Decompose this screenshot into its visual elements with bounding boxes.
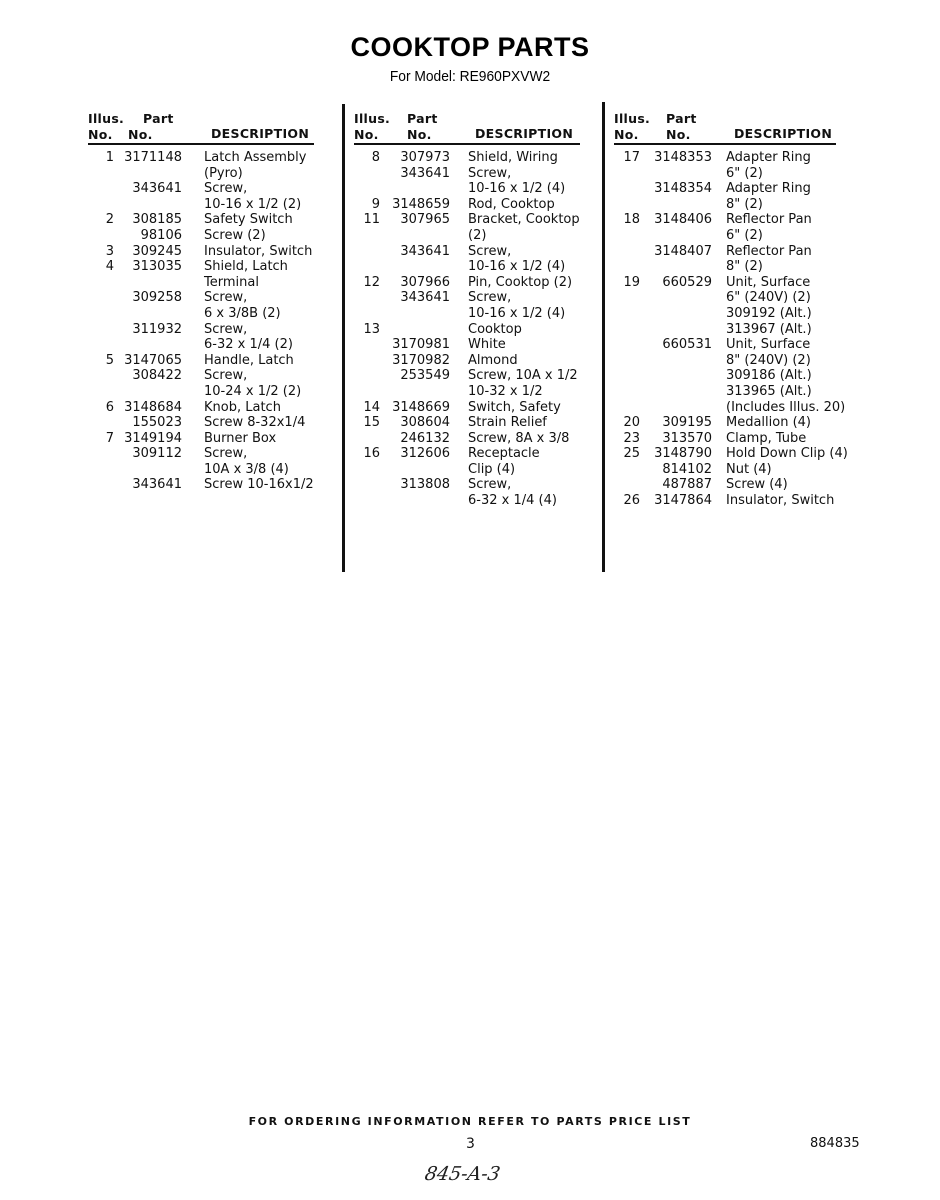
illus-number: 8 [371,150,380,165]
part-number: 308422 [132,368,182,384]
column-divider [342,104,345,572]
part-number: 253549 [400,368,450,384]
part-description: Screw, 10A x 3/8 (4) [204,446,289,477]
part-description: Clamp, Tube [726,430,807,446]
part-number: 309195 [662,415,712,431]
part-row [88,244,318,260]
illus-number: 23 [623,430,640,446]
part-number: 343641 [400,290,450,306]
part-row [88,446,318,477]
part-row [614,244,854,275]
header-illus: Illus. [354,111,391,126]
model-subtitle: For Model: RE960PXVW2 [389,68,551,85]
illus-number: 16 [363,446,380,462]
part-number: 3148684 [124,399,182,415]
part-row [88,228,318,244]
part-number: 3170982 [392,352,450,368]
part-row [88,431,318,447]
part-row [354,477,584,508]
part-number: 309258 [132,290,182,306]
header-illus: Illus. [614,111,651,126]
part-description: Screw, 10-16 x 1/2 (4) [468,243,566,275]
header-part-no: No. [666,127,691,142]
part-row [88,290,318,321]
part-row [354,212,584,243]
part-row [88,400,318,416]
part-row [614,212,854,243]
ordering-note: FOR ORDERING INFORMATION REFER TO PARTS PRICE LIST [248,1115,692,1128]
part-number: 3148406 [654,212,712,228]
part-row [614,150,854,181]
part-row [354,337,584,353]
part-row [88,322,318,353]
part-row [354,322,584,338]
part-number: 3148659 [392,196,450,212]
part-description: Almond [468,352,518,368]
part-number: 3147864 [654,493,712,509]
column-header [88,110,318,144]
part-description: Screw, 10A x 1/2 10-32 x 1/2 [468,368,578,399]
part-description: Screw, 6-32 x 1/4 (2) [204,321,293,353]
part-number: 308185 [132,212,182,228]
part-row [354,244,584,275]
illus-number: 14 [363,399,380,415]
part-description: Switch, Safety [468,399,561,415]
part-row [354,415,584,431]
part-number: 487887 [662,477,712,493]
part-number: 3170981 [392,337,450,353]
illus-number: 4 [105,259,114,275]
part-row [614,415,854,431]
column-divider [602,102,605,572]
part-description: Unit, Surface 6" (240V) (2) 309192 (Alt.) 313967 (Alt.) [726,274,812,337]
page-number: 3 [466,1136,475,1152]
part-number: 309245 [132,243,182,259]
part-description: Safety Switch [204,212,293,228]
part-description: Screw, 10-16 x 1/2 (4) [468,290,566,321]
part-row [88,212,318,228]
column-header [354,110,584,144]
illus-number: 25 [623,446,640,462]
part-row [614,337,854,415]
part-description: Screw 8-32x1/4 [204,415,306,431]
illus-number: 12 [363,274,380,290]
part-description: Latch Assembly (Pyro) [204,150,307,181]
part-number: 155023 [132,415,182,431]
header-description: DESCRIPTION [211,126,310,141]
page-title: COOKTOP PARTS [350,32,590,62]
part-row [354,400,584,416]
illus-number: 17 [623,150,640,165]
part-number: 307973 [400,150,450,165]
part-row [354,166,584,197]
part-row [88,477,318,493]
part-number: 3148669 [392,399,450,415]
part-number: 309112 [132,446,182,462]
illus-number: 3 [105,243,114,259]
part-number: 3148790 [654,446,712,462]
header-illus-no: No. [88,127,113,142]
part-number: 313570 [662,430,712,446]
part-number: 313035 [132,259,182,275]
part-row [354,446,584,477]
header-part-no: No. [407,127,432,142]
part-number: 3148354 [654,181,712,197]
part-description: Screw, 10-16 x 1/2 (2) [204,181,302,212]
part-row [614,275,854,337]
part-number: 3147065 [124,352,182,368]
part-description: Reflector Pan 8" (2) [726,243,812,275]
part-number: 3148407 [654,243,712,259]
part-number: 313808 [400,477,450,493]
header-rule [354,143,580,145]
part-description: Rod, Cooktop [468,196,555,212]
parts-list [88,150,318,493]
part-row [614,477,854,493]
part-description: Screw, 6 x 3/8B (2) [204,290,281,321]
illus-number: 13 [363,321,380,337]
parts-list [354,150,584,509]
header-rule [614,143,836,145]
illus-number: 26 [623,493,640,509]
part-description: Hold Down Clip (4) [726,446,848,462]
illus-number: 9 [371,196,380,212]
illus-number: 20 [623,415,640,431]
part-number: 814102 [662,461,712,477]
part-number: 312606 [400,446,450,462]
part-number: 308604 [400,415,450,431]
part-row [354,197,584,213]
part-row [614,462,854,478]
part-description: Burner Box [204,430,277,446]
part-description: Adapter Ring 8" (2) [726,181,811,212]
part-description: Screw, 10-16 x 1/2 (4) [468,165,566,197]
part-number: 246132 [400,430,450,446]
part-number: 307965 [400,212,450,228]
header-part-no: No. [128,127,153,142]
part-description: Unit, Surface 8" (240V) (2) 309186 (Alt.) 313965 (Alt.) (Includes Illus. 20) [726,337,846,415]
part-row [88,415,318,431]
part-row [88,353,318,369]
illus-number: 11 [363,212,380,228]
header-part: Part [143,111,174,126]
part-row [614,446,854,462]
part-number: 3148353 [654,150,712,165]
illus-number: 1 [105,150,114,165]
part-description: Insulator, Switch [204,243,313,259]
part-description: Shield, Latch Terminal [204,259,288,290]
part-description: Handle, Latch [204,352,294,368]
part-number: 307966 [400,274,450,290]
part-description: Screw (2) [204,227,266,243]
illus-number: 2 [105,212,114,228]
illus-number: 15 [363,415,380,431]
part-description: Receptacle Clip (4) [468,446,540,477]
header-illus-no: No. [614,127,639,142]
column-header [614,110,854,144]
part-number: 343641 [400,165,450,181]
part-row [88,181,318,212]
part-description: Adapter Ring 6" (2) [726,150,811,181]
part-description: Bracket, Cooktop (2) [468,212,580,243]
document-number: 884835 [810,1136,860,1151]
illus-number: 19 [623,274,640,290]
illus-number: 7 [105,430,114,446]
part-description: Screw, 6-32 x 1/4 (4) [468,477,557,509]
part-description: Screw (4) [726,477,788,493]
part-row [354,353,584,369]
header-illus: Illus. [88,111,125,126]
part-description: Pin, Cooktop (2) [468,274,573,290]
part-description: Screw, 10-24 x 1/2 (2) [204,368,302,399]
part-row [354,431,584,447]
header-illus-no: No. [354,127,379,142]
part-row [614,493,854,509]
part-number: 98106 [140,227,182,243]
part-number: 343641 [400,243,450,259]
parts-column-3 [614,110,854,509]
illus-number: 6 [105,399,114,415]
parts-column-1 [88,110,318,493]
part-row [88,368,318,399]
part-row [354,368,584,399]
illus-number: 5 [105,352,114,368]
part-number: 343641 [132,181,182,197]
part-row [354,290,584,321]
part-number: 660531 [662,337,712,353]
part-description: Nut (4) [726,461,772,477]
part-description: Knob, Latch [204,399,281,415]
part-row [88,259,318,290]
part-description: Cooktop [468,321,522,337]
part-row [614,431,854,447]
part-description: Screw, 8A x 3/8 [468,430,570,446]
part-number: 3149194 [124,430,182,446]
part-description: Insulator, Switch [726,493,835,509]
header-part: Part [666,111,697,126]
part-description: Screw 10-16x1/2 [204,477,314,493]
part-row [88,150,318,181]
part-row [354,150,584,166]
part-number: 311932 [132,321,182,337]
parts-list [614,150,854,509]
part-number: 3171148 [124,150,182,165]
header-rule [88,143,314,145]
part-description: White [468,337,506,353]
handwritten-note: 845-A-3 [423,1163,502,1185]
part-description: Strain Relief [468,415,547,431]
part-description: Reflector Pan 6" (2) [726,212,812,243]
part-row [354,275,584,291]
part-description: Medallion (4) [726,415,812,431]
header-part: Part [407,111,438,126]
part-number: 343641 [132,477,182,493]
part-row [614,181,854,212]
illus-number: 18 [623,212,640,228]
part-number: 660529 [662,274,712,290]
header-description: DESCRIPTION [475,126,574,141]
header-description: DESCRIPTION [734,126,833,141]
part-description: Shield, Wiring [468,150,558,165]
parts-column-2 [354,110,584,509]
